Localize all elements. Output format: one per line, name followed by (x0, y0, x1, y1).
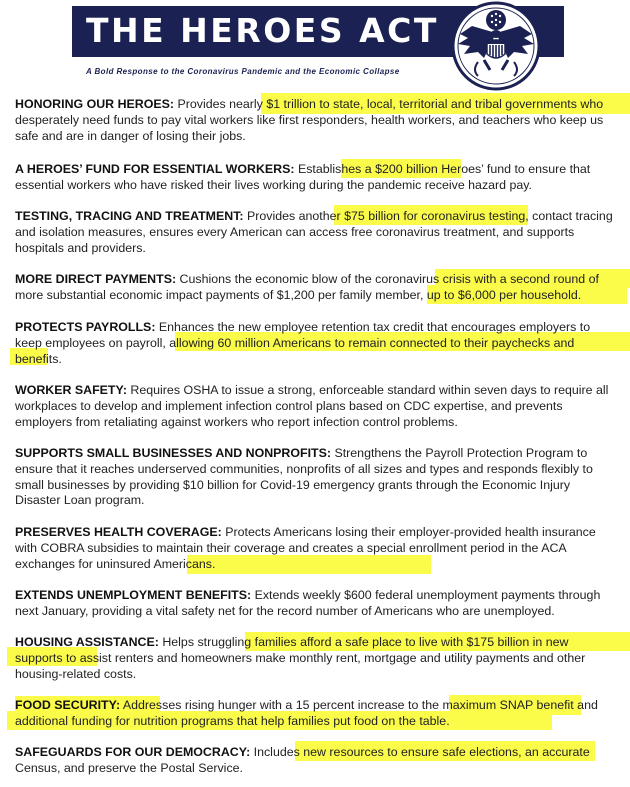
provision-text (15, 272, 618, 304)
provision-heading: WORKER SAFETY: (15, 383, 127, 397)
provision-text (15, 698, 618, 730)
provision-section (15, 320, 618, 367)
provision-body: Provides another $75 billion for coronavirus testing, contact tracing and isolation measures, ensures every American can access free coronavirus treatment, and supports hospitals and providers. (15, 209, 613, 255)
provision-body: Enhances the new employee retention tax credit that encourages employers to keep employees on payroll, allowing 60 million Americans to remain connected to their paychecks and benefits. (15, 320, 591, 366)
provision-heading: SAFEGUARDS FOR OUR DEMOCRACY: (15, 745, 251, 759)
provision-text (15, 97, 618, 144)
provision-heading: PROTECTS PAYROLLS: (15, 320, 156, 334)
provision-text (15, 383, 618, 430)
provision-heading: MORE DIRECT PAYMENTS: (15, 272, 177, 286)
provision-text (15, 745, 618, 777)
provision-section (15, 383, 618, 430)
provision-text (15, 635, 618, 682)
page-subtitle: A Bold Response to the Coronavirus Pandemic and the Economic Collapse (86, 67, 400, 76)
provision-body: Cushions the economic blow of the coronavirus crisis with a second round of more substantial economic impact payments of $1,200 per family member, up to $6,000 per household. (15, 272, 599, 302)
provision-body: Addresses rising hunger with a 15 percent increase to the maximum SNAP benefit and additional funding for nutrition programs that help families put food on the table. (15, 698, 598, 728)
provision-heading: SUPPORTS SMALL BUSINESSES AND NONPROFITS: (15, 446, 331, 460)
provision-text (15, 588, 618, 620)
provision-heading: FOOD SECURITY: (15, 698, 121, 712)
provision-heading: EXTENDS UNEMPLOYMENT BENEFITS: (15, 588, 252, 602)
provision-section (15, 698, 618, 730)
provision-body: Extends weekly $600 federal unemployment payments through next January, providing a vital safety net for the record number of Americans who are unemployed. (15, 588, 601, 618)
provision-text (15, 525, 618, 572)
great-seal-eagle-icon (438, 0, 554, 92)
provision-text (15, 162, 618, 194)
provision-text (15, 446, 618, 509)
provision-body: Strengthens the Payroll Protection Program to ensure that it reaches underserved communities, nonprofits of all sizes and types and responds flexibly to small businesses by providing $10 billion for Covid-19 emergency grants through the Economic Injury Disaster Loan program. (15, 446, 593, 508)
provision-section (15, 745, 618, 777)
provision-section (15, 525, 618, 572)
provision-body: Protects Americans losing their employer-provided health insurance with COBRA subsidies to maintain their coverage and creates a special enrollment period in the ACA exchanges for uninsured Americans. (15, 525, 596, 571)
provision-heading: HOUSING ASSISTANCE: (15, 635, 159, 649)
provision-body: Provides nearly $1 trillion to state, local, territorial and tribal governments who desperately need funds to pay vital workers like first responders, health workers, and teachers who keep us safe and are in danger of losing their jobs. (15, 97, 604, 143)
provision-text (15, 320, 618, 367)
provision-section (15, 272, 618, 304)
provision-heading: A HEROES’ FUND FOR ESSENTIAL WORKERS: (15, 162, 295, 176)
provision-text (15, 209, 618, 256)
provision-section (15, 588, 618, 620)
provision-body: Requires OSHA to issue a strong, enforceable standard within seven days to require all workplaces to develop and implement infection control plans based on CDC expertise, and prevents employers from retaliating against workers who report infection control problems. (15, 383, 609, 429)
provision-body: Helps struggling families afford a safe place to live with $175 billion in new supports to assist renters and homeowners make monthly rent, mortgage and utility payments and other housing-related costs. (15, 635, 586, 681)
provision-section (15, 446, 618, 509)
provision-heading: TESTING, TRACING AND TREATMENT: (15, 209, 244, 223)
provision-section (15, 635, 618, 682)
provision-body: Includes new resources to ensure safe elections, an accurate Census, and preserve the Postal Service. (15, 745, 590, 775)
provision-section (15, 162, 618, 194)
page-title: THE HEROES ACT (86, 11, 439, 50)
provision-section (15, 97, 618, 144)
provision-body: Establishes a $200 billion Heroes’ fund to ensure that essential workers who have risked their lives working during the pandemic receive hazard pay. (15, 162, 591, 192)
provision-heading: HONORING OUR HEROES: (15, 97, 175, 111)
provision-section (15, 209, 618, 256)
provision-heading: PRESERVES HEALTH COVERAGE: (15, 525, 222, 539)
